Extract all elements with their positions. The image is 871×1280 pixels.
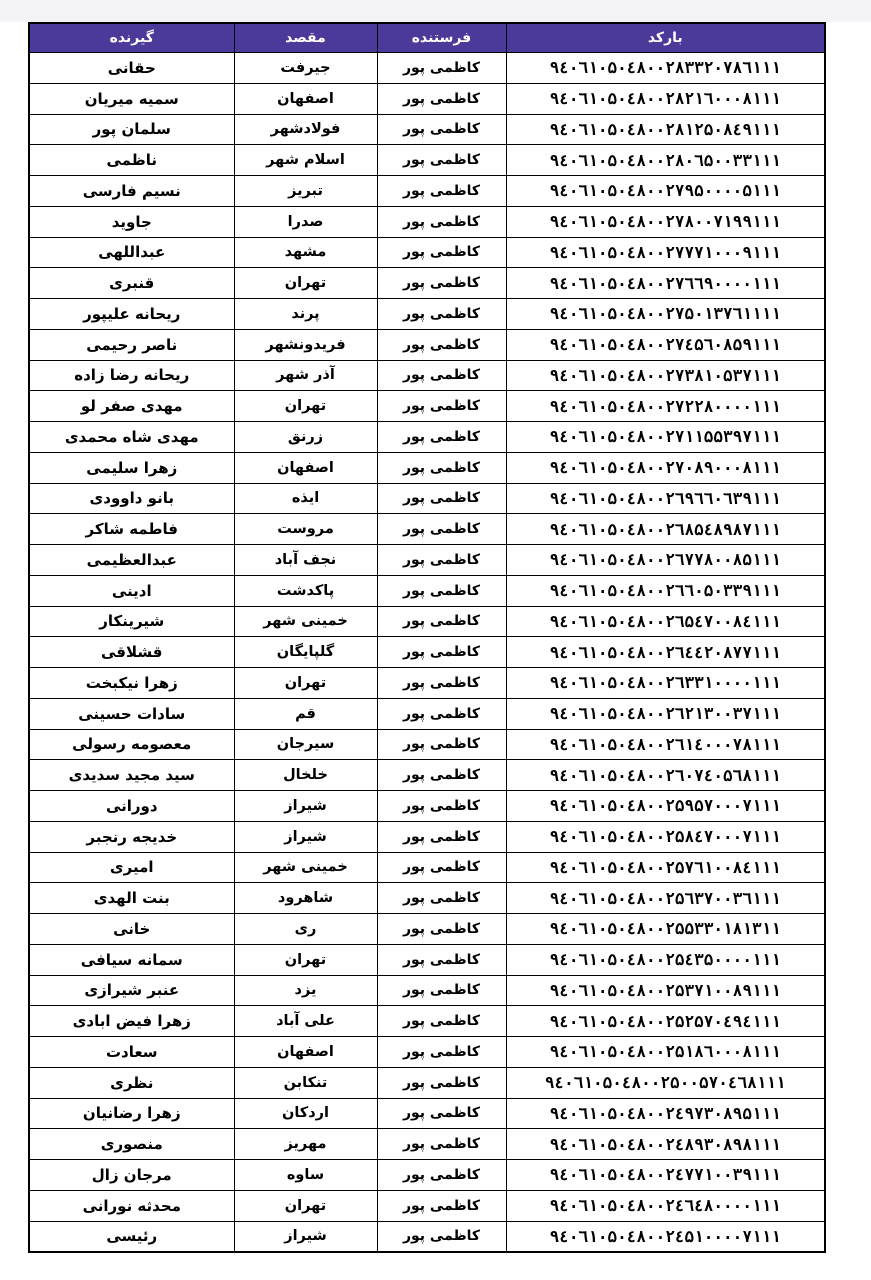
destination-cell: شیراز	[234, 821, 377, 852]
destination-cell: آذر شهر	[234, 360, 377, 391]
sender-cell: کاظمی پور	[377, 145, 506, 176]
barcode-cell: ۹٤۰٦۱۰۵۰٤۸۰۰۲۵۵۳۳۰۱۸۱۳۱۱	[506, 914, 825, 945]
barcode-cell: ۹٤۰٦۱۰۵۰٤۸۰۰۲٦۳۳۱۰۰۰۰۱۱۱	[506, 668, 825, 699]
receiver-cell: سادات حسینی	[29, 698, 234, 729]
sender-cell: کاظمی پور	[377, 1067, 506, 1098]
receiver-cell: مرجان زال	[29, 1160, 234, 1191]
receiver-cell: خانی	[29, 914, 234, 945]
table-row	[29, 176, 825, 207]
table-row	[29, 360, 825, 391]
receiver-cell: معصومه رسولی	[29, 729, 234, 760]
table-row	[29, 606, 825, 637]
destination-cell: شیراز	[234, 1221, 377, 1252]
destination-cell: ایذه	[234, 483, 377, 514]
barcode-cell: ۹٤۰٦۱۰۵۰٤۸۰۰۲۷۳۸۱۰۵۳۷۱۱۱	[506, 360, 825, 391]
destination-cell: پاکدشت	[234, 575, 377, 606]
header-barcode: بارکد	[506, 23, 825, 53]
header-row	[29, 23, 825, 53]
table-row	[29, 83, 825, 114]
destination-cell: نجف آباد	[234, 545, 377, 576]
sender-cell: کاظمی پور	[377, 53, 506, 84]
sender-cell: کاظمی پور	[377, 1037, 506, 1068]
barcode-cell: ۹٤۰٦۱۰۵۰٤۸۰۰۲۵٤۳۵۰۰۰۰۱۱۱	[506, 944, 825, 975]
sender-cell: کاظمی پور	[377, 299, 506, 330]
table-row	[29, 299, 825, 330]
destination-cell: گلپایگان	[234, 637, 377, 668]
table-row	[29, 1037, 825, 1068]
destination-cell: اسلام شهر	[234, 145, 377, 176]
barcode-cell: ۹٤۰٦۱۰۵۰٤۸۰۰۲۷٤۵٦۰۸۵۹۱۱۱	[506, 329, 825, 360]
table-row	[29, 237, 825, 268]
barcode-cell: ۹٤۰٦۱۰۵۰٤۸۰۰۲٤۷۷۱۰۰۳۹۱۱۱	[506, 1160, 825, 1191]
table-row	[29, 145, 825, 176]
receiver-cell: امیری	[29, 852, 234, 883]
receiver-cell: جاوید	[29, 206, 234, 237]
sender-cell: کاظمی پور	[377, 698, 506, 729]
sender-cell: کاظمی پور	[377, 729, 506, 760]
receiver-cell: مهدی شاه محمدی	[29, 422, 234, 453]
receiver-cell: عبداللهی	[29, 237, 234, 268]
table-row	[29, 821, 825, 852]
barcode-cell: ۹٤۰٦۱۰۵۰٤۸۰۰۲۸۳۳۲۰۷۸٦۱۱۱	[506, 53, 825, 84]
barcode-cell: ۹٤۰٦۱۰۵۰٤۸۰۰۲۷٦٦۹۰۰۰۰۱۱۱	[506, 268, 825, 299]
table-row	[29, 637, 825, 668]
receiver-cell: بانو داوودی	[29, 483, 234, 514]
barcode-cell: ۹٤۰٦۱۰۵۰٤۸۰۰۲٤٦٤۸۰۰۰۰۱۱۱	[506, 1190, 825, 1221]
sender-cell: کاظمی پور	[377, 914, 506, 945]
receiver-cell: نظری	[29, 1067, 234, 1098]
table-row	[29, 1190, 825, 1221]
destination-cell: تهران	[234, 668, 377, 699]
sender-cell: کاظمی پور	[377, 391, 506, 422]
barcode-cell: ۹٤۰٦۱۰۵۰٤۸۰۰۲٦٦۰۵۰۳۳۹۱۱۱	[506, 575, 825, 606]
table-row	[29, 698, 825, 729]
receiver-cell: زهرا فیض ابادی	[29, 1006, 234, 1037]
receiver-cell: سلمان پور	[29, 114, 234, 145]
destination-cell: مشهد	[234, 237, 377, 268]
barcode-cell: ۹٤۰٦۱۰۵۰٤۸۰۰۲۵۰۰۵۷۰٤٦۸۱۱۱	[506, 1067, 825, 1098]
barcode-cell: ۹٤۰٦۱۰۵۰٤۸۰۰۲٦٤٤۲۰۸۷۷۱۱۱	[506, 637, 825, 668]
destination-cell: زرنق	[234, 422, 377, 453]
barcode-cell: ۹٤۰٦۱۰۵۰٤۸۰۰۲۵۷٦۱۰۰۸٤۱۱۱	[506, 852, 825, 883]
receiver-cell: محدثه نورانی	[29, 1190, 234, 1221]
table-row	[29, 452, 825, 483]
barcode-cell: ۹٤۰٦۱۰۵۰٤۸۰۰۲۷۲۲۸۰۰۰۰۱۱۱	[506, 391, 825, 422]
sender-cell: کاظمی پور	[377, 1160, 506, 1191]
receiver-cell: قنبری	[29, 268, 234, 299]
barcode-cell: ۹٤۰٦۱۰۵۰٤۸۰۰۲٤۵۱۰۰۰۰۷۱۱۱	[506, 1221, 825, 1252]
table-row	[29, 668, 825, 699]
barcode-cell: ۹٤۰٦۱۰۵۰٤۸۰۰۲۵۳۷۱۰۰۸۹۱۱۱	[506, 975, 825, 1006]
barcode-cell: ۹٤۰٦۱۰۵۰٤۸۰۰۲۷۷۷۱۰۰۰۹۱۱۱	[506, 237, 825, 268]
barcode-cell: ۹٤۰٦۱۰۵۰٤۸۰۰۲۷۹۵۰۰۰۰۵۱۱۱	[506, 176, 825, 207]
table-row	[29, 391, 825, 422]
sender-cell: کاظمی پور	[377, 483, 506, 514]
destination-cell: اصفهان	[234, 1037, 377, 1068]
sender-cell: کاظمی پور	[377, 1221, 506, 1252]
table-row	[29, 329, 825, 360]
receiver-cell: عنبر شیرازی	[29, 975, 234, 1006]
table-row	[29, 760, 825, 791]
table-row	[29, 422, 825, 453]
receiver-cell: سمیه میریان	[29, 83, 234, 114]
sender-cell: کاظمی پور	[377, 575, 506, 606]
table-row	[29, 975, 825, 1006]
table-row	[29, 1160, 825, 1191]
receiver-cell: سمانه سیافی	[29, 944, 234, 975]
barcode-cell: ۹٤۰٦۱۰۵۰٤۸۰۰۲۵٦۳۷۰۰۳٦۱۱۱	[506, 883, 825, 914]
destination-cell: اصفهان	[234, 83, 377, 114]
table-row	[29, 206, 825, 237]
receiver-cell: نسیم فارسی	[29, 176, 234, 207]
table-row	[29, 1098, 825, 1129]
table-row	[29, 268, 825, 299]
receiver-cell: ناصر رحیمی	[29, 329, 234, 360]
header-destination: مقصد	[234, 23, 377, 53]
receiver-cell: ریحانه علیپور	[29, 299, 234, 330]
sender-cell: کاظمی پور	[377, 852, 506, 883]
sender-cell: کاظمی پور	[377, 514, 506, 545]
destination-cell: اردکان	[234, 1098, 377, 1129]
destination-cell: جیرفت	[234, 53, 377, 84]
table-row	[29, 944, 825, 975]
receiver-cell: منصوری	[29, 1129, 234, 1160]
receiver-cell: زهرا سلیمی	[29, 452, 234, 483]
sender-cell: کاظمی پور	[377, 268, 506, 299]
destination-cell: شاهرود	[234, 883, 377, 914]
destination-cell: تهران	[234, 944, 377, 975]
table-row	[29, 1067, 825, 1098]
receiver-cell: حقانی	[29, 53, 234, 84]
destination-cell: سیرجان	[234, 729, 377, 760]
destination-cell: مروست	[234, 514, 377, 545]
header-sender: فرستنده	[377, 23, 506, 53]
barcode-cell: ۹٤۰٦۱۰۵۰٤۸۰۰۲٦۲۱۳۰۰۳۷۱۱۱	[506, 698, 825, 729]
destination-cell: شیراز	[234, 791, 377, 822]
destination-cell: ری	[234, 914, 377, 945]
receiver-cell: خدیجه رنجبر	[29, 821, 234, 852]
barcode-cell: ۹٤۰٦۱۰۵۰٤۸۰۰۲۵۱۸٦۰۰۰۸۱۱۱	[506, 1037, 825, 1068]
sender-cell: کاظمی پور	[377, 637, 506, 668]
destination-cell: تهران	[234, 268, 377, 299]
table-row	[29, 514, 825, 545]
sender-cell: کاظمی پور	[377, 1006, 506, 1037]
destination-cell: ساوه	[234, 1160, 377, 1191]
barcode-cell: ۹٤۰٦۱۰۵۰٤۸۰۰۲۸۲۱٦۰۰۰۸۱۱۱	[506, 83, 825, 114]
barcode-cell: ۹٤۰٦۱۰۵۰٤۸۰۰۲٦۹٦٦۰٦۳۹۱۱۱	[506, 483, 825, 514]
sender-cell: کاظمی پور	[377, 114, 506, 145]
receiver-cell: مهدی صفر لو	[29, 391, 234, 422]
table-row	[29, 852, 825, 883]
receiver-cell: رئیسی	[29, 1221, 234, 1252]
receiver-cell: سعادت	[29, 1037, 234, 1068]
table-row	[29, 1221, 825, 1252]
destination-cell: یزد	[234, 975, 377, 1006]
destination-cell: صدرا	[234, 206, 377, 237]
receiver-cell: سید مجید سدیدی	[29, 760, 234, 791]
sender-cell: کاظمی پور	[377, 360, 506, 391]
receiver-cell: قشلاقی	[29, 637, 234, 668]
table-row	[29, 1006, 825, 1037]
sender-cell: کاظمی پور	[377, 206, 506, 237]
table-row	[29, 791, 825, 822]
barcode-cell: ۹٤۰٦۱۰۵۰٤۸۰۰۲۷۸۰۰۷۱۹۹۱۱۱	[506, 206, 825, 237]
table-row	[29, 1129, 825, 1160]
sender-cell: کاظمی پور	[377, 237, 506, 268]
barcode-cell: ۹٤۰٦۱۰۵۰٤۸۰۰۲٦۱٤۰۰۰۷۸۱۱۱	[506, 729, 825, 760]
table-row	[29, 575, 825, 606]
table-row	[29, 883, 825, 914]
barcode-cell: ۹٤۰٦۱۰۵۰٤۸۰۰۲٦۷۷۸۰۰۸۵۱۱۱	[506, 545, 825, 576]
sender-cell: کاظمی پور	[377, 760, 506, 791]
barcode-cell: ۹٤۰٦۱۰۵۰٤۸۰۰۲۵۹۵۷۰۰۰۷۱۱۱	[506, 791, 825, 822]
destination-cell: تهران	[234, 1190, 377, 1221]
sender-cell: کاظمی پور	[377, 975, 506, 1006]
sender-cell: کاظمی پور	[377, 83, 506, 114]
receiver-cell: فاطمه شاکر	[29, 514, 234, 545]
header-receiver: گیرنده	[29, 23, 234, 53]
receiver-cell: دورانی	[29, 791, 234, 822]
destination-cell: فریدونشهر	[234, 329, 377, 360]
sender-cell: کاظمی پور	[377, 1098, 506, 1129]
barcode-cell: ۹٤۰٦۱۰۵۰٤۸۰۰۲٦۰۷٤۰۵٦۸۱۱۱	[506, 760, 825, 791]
sender-cell: کاظمی پور	[377, 606, 506, 637]
sender-cell: کاظمی پور	[377, 422, 506, 453]
sender-cell: کاظمی پور	[377, 1129, 506, 1160]
destination-cell: پرند	[234, 299, 377, 330]
destination-cell: تهران	[234, 391, 377, 422]
receiver-cell: زهرا رضانیان	[29, 1098, 234, 1129]
sender-cell: کاظمی پور	[377, 791, 506, 822]
destination-cell: قم	[234, 698, 377, 729]
receiver-cell: ریحانه رضا زاده	[29, 360, 234, 391]
barcode-cell: ۹٤۰٦۱۰۵۰٤۸۰۰۲٤۸۹۳۰۸۹۸۱۱۱	[506, 1129, 825, 1160]
barcode-cell: ۹٤۰٦۱۰۵۰٤۸۰۰۲۸۰٦۵۰۰۳۳۱۱۱	[506, 145, 825, 176]
sender-cell: کاظمی پور	[377, 176, 506, 207]
table-row	[29, 545, 825, 576]
receiver-cell: بنت الهدی	[29, 883, 234, 914]
barcode-cell: ۹٤۰٦۱۰۵۰٤۸۰۰۲٦۵٤۷۰۰۸٤۱۱۱	[506, 606, 825, 637]
barcode-cell: ۹٤۰٦۱۰۵۰٤۸۰۰۲٤۹۷۳۰۸۹۵۱۱۱	[506, 1098, 825, 1129]
barcode-cell: ۹٤۰٦۱۰۵۰٤۸۰۰۲۷۵۰۱۳۷٦۱۱۱۱	[506, 299, 825, 330]
sender-cell: کاظمی پور	[377, 821, 506, 852]
receiver-cell: زهرا نیکبخت	[29, 668, 234, 699]
destination-cell: خلخال	[234, 760, 377, 791]
sender-cell: کاظمی پور	[377, 545, 506, 576]
sender-cell: کاظمی پور	[377, 1190, 506, 1221]
barcode-cell: ۹٤۰٦۱۰۵۰٤۸۰۰۲٦۸۵٤۸۹۸۷۱۱۱	[506, 514, 825, 545]
table-body	[29, 53, 825, 1253]
barcode-cell: ۹٤۰٦۱۰۵۰٤۸۰۰۲۸۱۲۵۰۸٤۹۱۱۱	[506, 114, 825, 145]
destination-cell: تبریز	[234, 176, 377, 207]
destination-cell: خمینی شهر	[234, 606, 377, 637]
destination-cell: علی آباد	[234, 1006, 377, 1037]
table-row	[29, 53, 825, 84]
sender-cell: کاظمی پور	[377, 452, 506, 483]
table-row	[29, 114, 825, 145]
receiver-cell: شیرینکار	[29, 606, 234, 637]
receiver-cell: ناظمی	[29, 145, 234, 176]
sender-cell: کاظمی پور	[377, 944, 506, 975]
barcode-cell: ۹٤۰٦۱۰۵۰٤۸۰۰۲۵۸٤۷۰۰۰۷۱۱۱	[506, 821, 825, 852]
barcode-cell: ۹٤۰٦۱۰۵۰٤۸۰۰۲۷۱۱۵۵۳۹۷۱۱۱	[506, 422, 825, 453]
table-row	[29, 729, 825, 760]
barcode-cell: ۹٤۰٦۱۰۵۰٤۸۰۰۲۷۰۸۹۰۰۰۸۱۱۱	[506, 452, 825, 483]
destination-cell: فولادشهر	[234, 114, 377, 145]
destination-cell: اصفهان	[234, 452, 377, 483]
barcode-cell: ۹٤۰٦۱۰۵۰٤۸۰۰۲۵۲۵۷۰٤۹٤۱۱۱	[506, 1006, 825, 1037]
receiver-cell: عبدالعظیمی	[29, 545, 234, 576]
destination-cell: خمینی شهر	[234, 852, 377, 883]
sender-cell: کاظمی پور	[377, 668, 506, 699]
receiver-cell: ادینی	[29, 575, 234, 606]
sender-cell: کاظمی پور	[377, 883, 506, 914]
table-row	[29, 914, 825, 945]
shipments-table	[28, 22, 826, 1253]
table-header	[29, 23, 825, 53]
destination-cell: مهریز	[234, 1129, 377, 1160]
table-row	[29, 483, 825, 514]
destination-cell: تنکابن	[234, 1067, 377, 1098]
sender-cell: کاظمی پور	[377, 329, 506, 360]
